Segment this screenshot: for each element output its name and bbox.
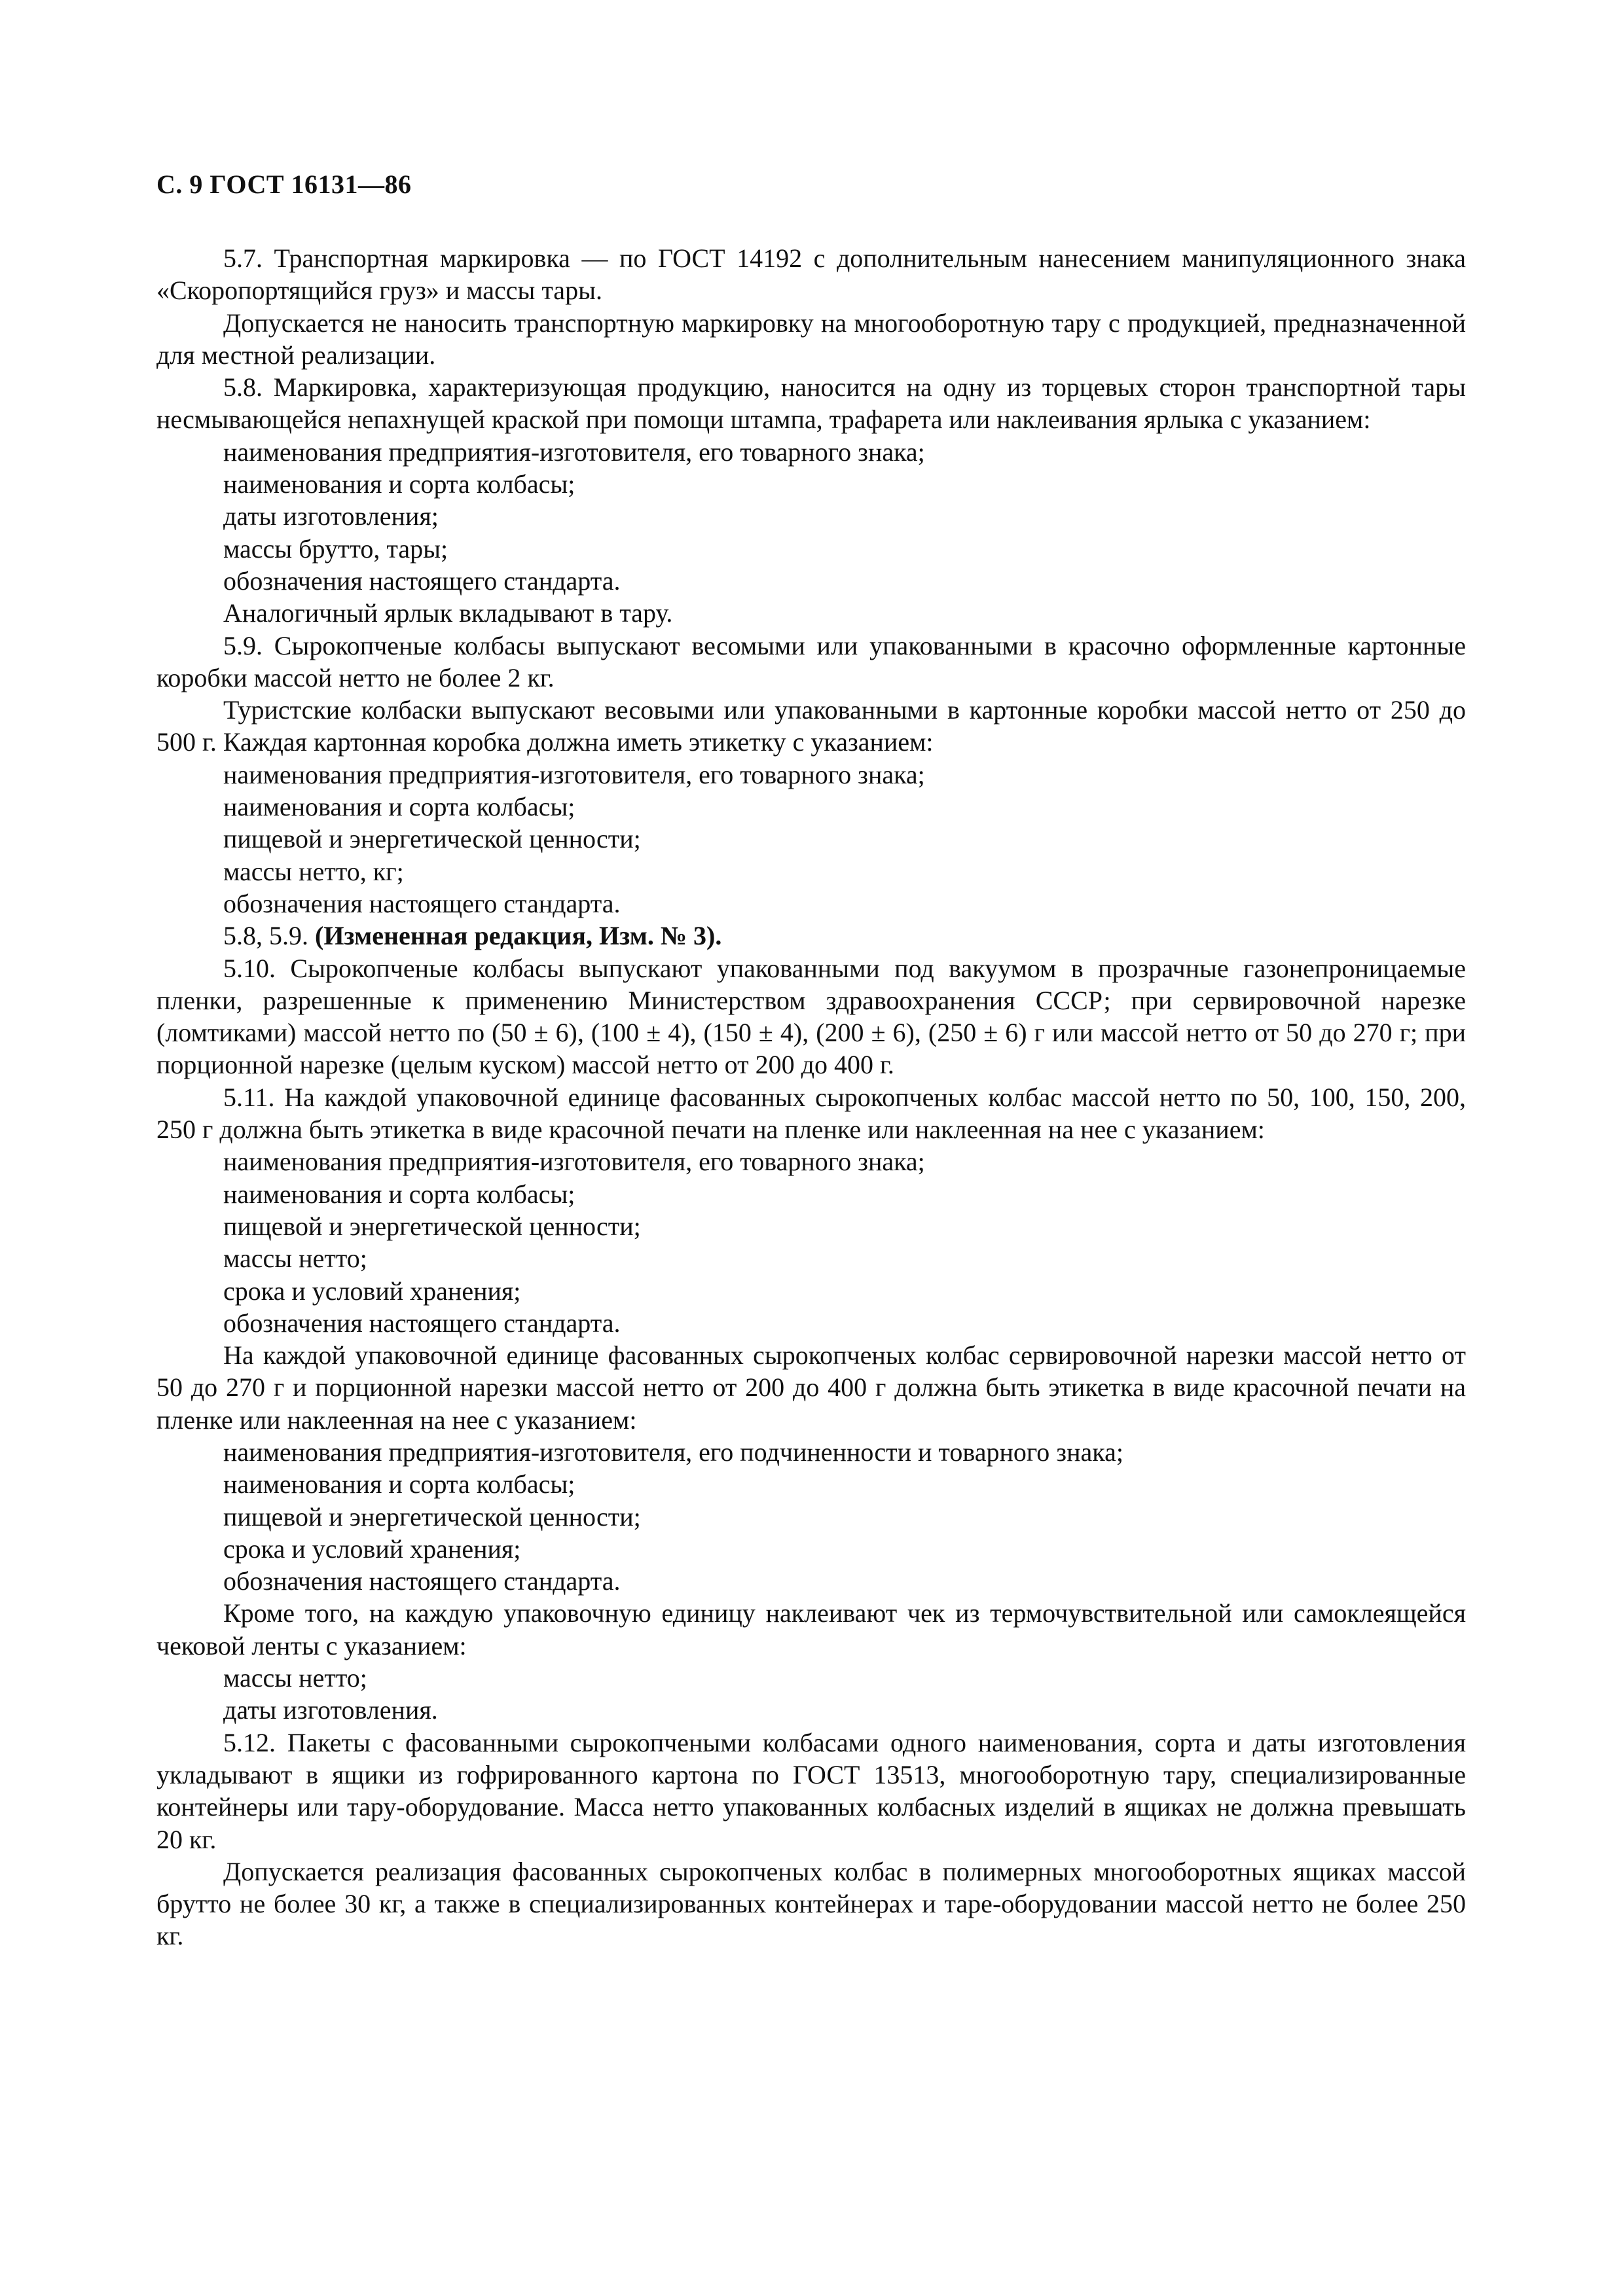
list-item: наименования предприятия-изготовителя, его товарного знака; (223, 1147, 925, 1177)
list-item: обозначения настоящего стандарта. (223, 1308, 621, 1338)
list-item: обозначения настоящего стандарта. (223, 888, 621, 918)
amendment-clauses: 5.8, 5.9. (223, 921, 315, 951)
list-item: обозначения настоящего стандарта. (223, 1566, 621, 1596)
paragraph: Допускается не наносить транспортную маркировку на многооборотную тару с продукцией, предназначенной для местной реализации. (156, 308, 1466, 370)
list-item: наименования и сорта колбасы; (223, 469, 575, 499)
list-item: массы брутто, тары; (223, 533, 448, 564)
list-item: даты изготовления. (223, 1695, 438, 1725)
paragraph: 5.8. Маркировка, характеризующая продукцию, наносится на одну из торцевых сторон транспортной тары несмывающейся непахнущей краской при помощи штампа, трафарета или наклеивания ярлыка с указанием: (156, 372, 1466, 435)
list-item: массы нетто; (223, 1244, 367, 1274)
list-item: наименования предприятия-изготовителя, его товарного знака; (223, 437, 925, 467)
paragraph: 5.11. На каждой упаковочной единице фасованных сырокопченых колбас массой нетто по 50, 100, 150, 200, 250 г должна быть этикетка в виде красочной печати на пленке или наклеенная на нее с указанием: (156, 1082, 1466, 1145)
list-item: даты изготовления; (223, 501, 439, 531)
paragraph: 5.9. Сырокопченые колбасы выпускают весомыми или упакованными в красочно оформленные картонные коробки массой нетто не более 2 кг. (156, 630, 1466, 692)
list-item: наименования и сорта колбасы; (223, 1469, 575, 1499)
paragraph: Кроме того, на каждую упаковочную единицу наклеивают чек из термочувствительной или самоклеящейся чековой ленты с указанием: (156, 1598, 1466, 1660)
list-item: пищевой и энергетической ценности; (223, 824, 641, 854)
paragraph: На каждой упаковочной единице фасованных сырокопченых колбас сервировочной нарезки массой нетто от 50 до 270 г и порционной нарезки массой нетто от 200 до 400 г должна быть этикетка в виде красочной печати на пленке или наклеенная на нее с указанием: (156, 1340, 1466, 1435)
list-item: пищевой и энергетической ценности; (223, 1211, 641, 1241)
paragraph: 5.7. Транспортная маркировка — по ГОСТ 14192 с дополнительным нанесением манипуляционного знака «Скоропортящийся груз» и массы тары. (156, 243, 1466, 306)
amendment-note (156, 920, 1466, 952)
list-item: массы нетто, кг; (223, 856, 404, 886)
amendment-label: (Измененная редакция, Изм. № 3). (315, 921, 722, 951)
paragraph: 5.12. Пакеты с фасованными сырокопчеными колбасами одного наименования, сорта и даты изготовления укладывают в ящики из гофрированного картона по ГОСТ 13513, многооборотную тару, специализированные контейнеры или тару-оборудование. Масса нетто упакованных колбасных изделий в ящиках не должна превышать 20 кг. (156, 1727, 1466, 1854)
list-item: наименования предприятия-изготовителя, его товарного знака; (223, 759, 925, 789)
list-item: пищевой и энергетической ценности; (223, 1501, 641, 1532)
page-header: С. 9 ГОСТ 16131—86 (156, 170, 412, 199)
list-item: наименования и сорта колбасы; (223, 1179, 575, 1209)
list-item: срока и условий хранения; (223, 1534, 521, 1564)
paragraph: Допускается реализация фасованных сырокопченых колбас в полимерных многооборотных ящиках массой брутто не более 30 кг, а также в специализированных контейнерах и таре-оборудовании массой нетто не более 250 кг. (156, 1856, 1466, 1951)
list-item: массы нетто; (223, 1663, 367, 1693)
list-item: срока и условий хранения; (223, 1276, 521, 1306)
list-item: обозначения настоящего стандарта. (223, 565, 621, 596)
paragraph: 5.10. Сырокопченые колбасы выпускают упакованными под вакуумом в прозрачные газонепроницаемые пленки, разрешенные к применению Министерством здравоохранения СССР; при сервировочной нарезке (ломтиками) массой нетто по (50 ± 6), (100 ± 4), (150 ± 4), (200 ± 6), (250 ± 6) г или массой нетто от 50 до 270 г; при порционной нарезке (целым куском) массой нетто от 200 до 400 г. (156, 953, 1466, 1080)
list-item: наименования предприятия-изготовителя, его подчиненности и товарного знака; (223, 1437, 1123, 1467)
list-item: Аналогичный ярлык вкладывают в тару. (223, 598, 673, 628)
list-item: наименования и сорта колбасы; (223, 792, 575, 822)
paragraph: Туристские колбаски выпускают весовыми или упакованными в картонные коробки массой нетто от 250 до 500 г. Каждая картонная коробка должна иметь этикетку с указанием: (156, 695, 1466, 757)
document-body (156, 242, 1466, 1952)
